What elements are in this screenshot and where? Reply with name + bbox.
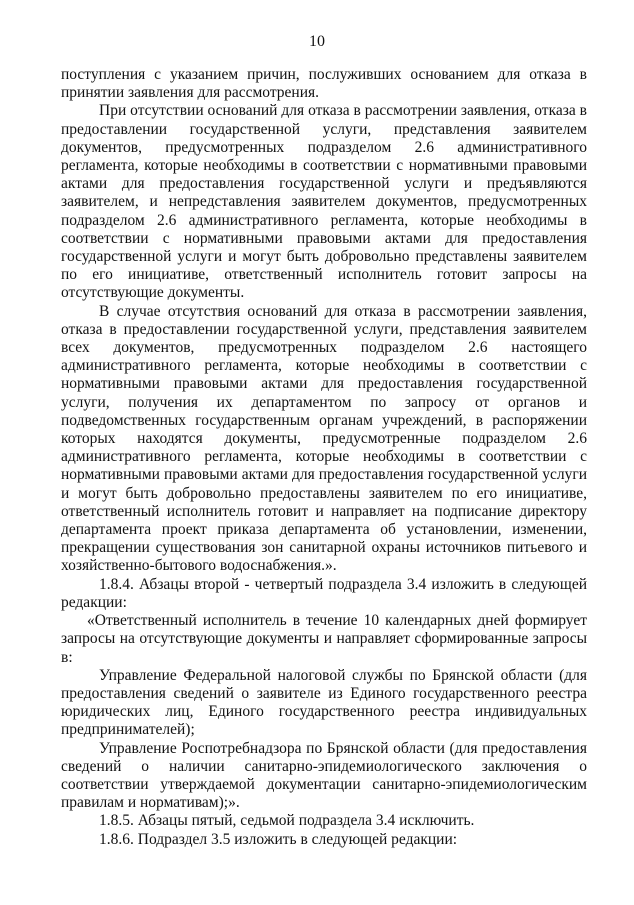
paragraph-rospotrebnadzor: Управление Роспотребнадзора по Брянской области (для предоставления сведений о наличии санитарно-эпидемиологического заключения о соответствии утверждаемой документации санитарно-эпидемиологическим правилам и нормативам);». [61,739,587,812]
paragraph-continuation: поступления с указанием причин, послуживших основанием для отказа в принятии заявления для рассмотрения. [61,66,587,102]
paragraph-item-1-8-4: 1.8.4. Абзацы второй - четвертый подраздела 3.4 изложить в следующей редакции: [61,575,587,611]
paragraph-no-grounds-order: В случае отсутствия оснований для отказа в рассмотрении заявления, отказа в предоставлении государственной услуги, представления заявителем всех документов, предусмотренных подразделом 2.6 настоящего административного регламента, которые необходимы в соответствии с нормативными правовыми актами для предоставления государственной услуги, получения их департаментом по запросу от органов и подведомственных государственным органам учреждений, в распоряжении которых находятся документы, предусмотренные подразделом 2.6 административного регламента, которые необходимы в соответствии с нормативными правовыми актами для предоставления государственной услуги и могут быть добровольно предоставлены заявителем по его инициативе, ответственный исполнитель готовит и направляет на подписание директору департамента проект приказа департамента об установлении, изменении, прекращении существования зон санитарной охраны источников питьевого и хозяйственно-бытового водоснабжения.». [61,302,587,575]
paragraph-item-1-8-5: 1.8.5. Абзацы пятый, седьмой подраздела 3.4 исключить. [99,812,475,830]
paragraph-quote-requests: «Ответственный исполнитель в течение 10 календарных дней формирует запросы на отсутствующие документы и направляет сформированные запросы в: [61,612,587,666]
paragraph-tax-service: Управление Федеральной налоговой службы по Брянской области (для предоставления сведений о заявителе из Единого государственного реестра юридических лиц, Единого государственного реестра индивидуальных предпринимателей); [61,666,587,739]
paragraph-item-1-8-6: 1.8.6. Подраздел 3.5 изложить в следующей редакции: [99,830,458,848]
page-number: 10 [309,33,325,50]
paragraph-no-grounds-requests: При отсутствии оснований для отказа в рассмотрении заявления, отказа в предоставлении государственной услуги, представления заявителем документов, предусмотренных подразделом 2.6 административного регламента, которые необходимы в соответствии с нормативными правовыми актами для предоставления государственной услуги и предъявляются заявителем, и непредставления заявителем документов, предусмотренных подразделом 2.6 административного регламента, которые необходимы в соответствии с нормативными правовыми актами для предоставления государственной услуги и могут быть добровольно представлены заявителем по его инициативе, ответственный исполнитель готовит запросы на отсутствующие документы. [61,102,587,302]
document-body [61,66,587,849]
